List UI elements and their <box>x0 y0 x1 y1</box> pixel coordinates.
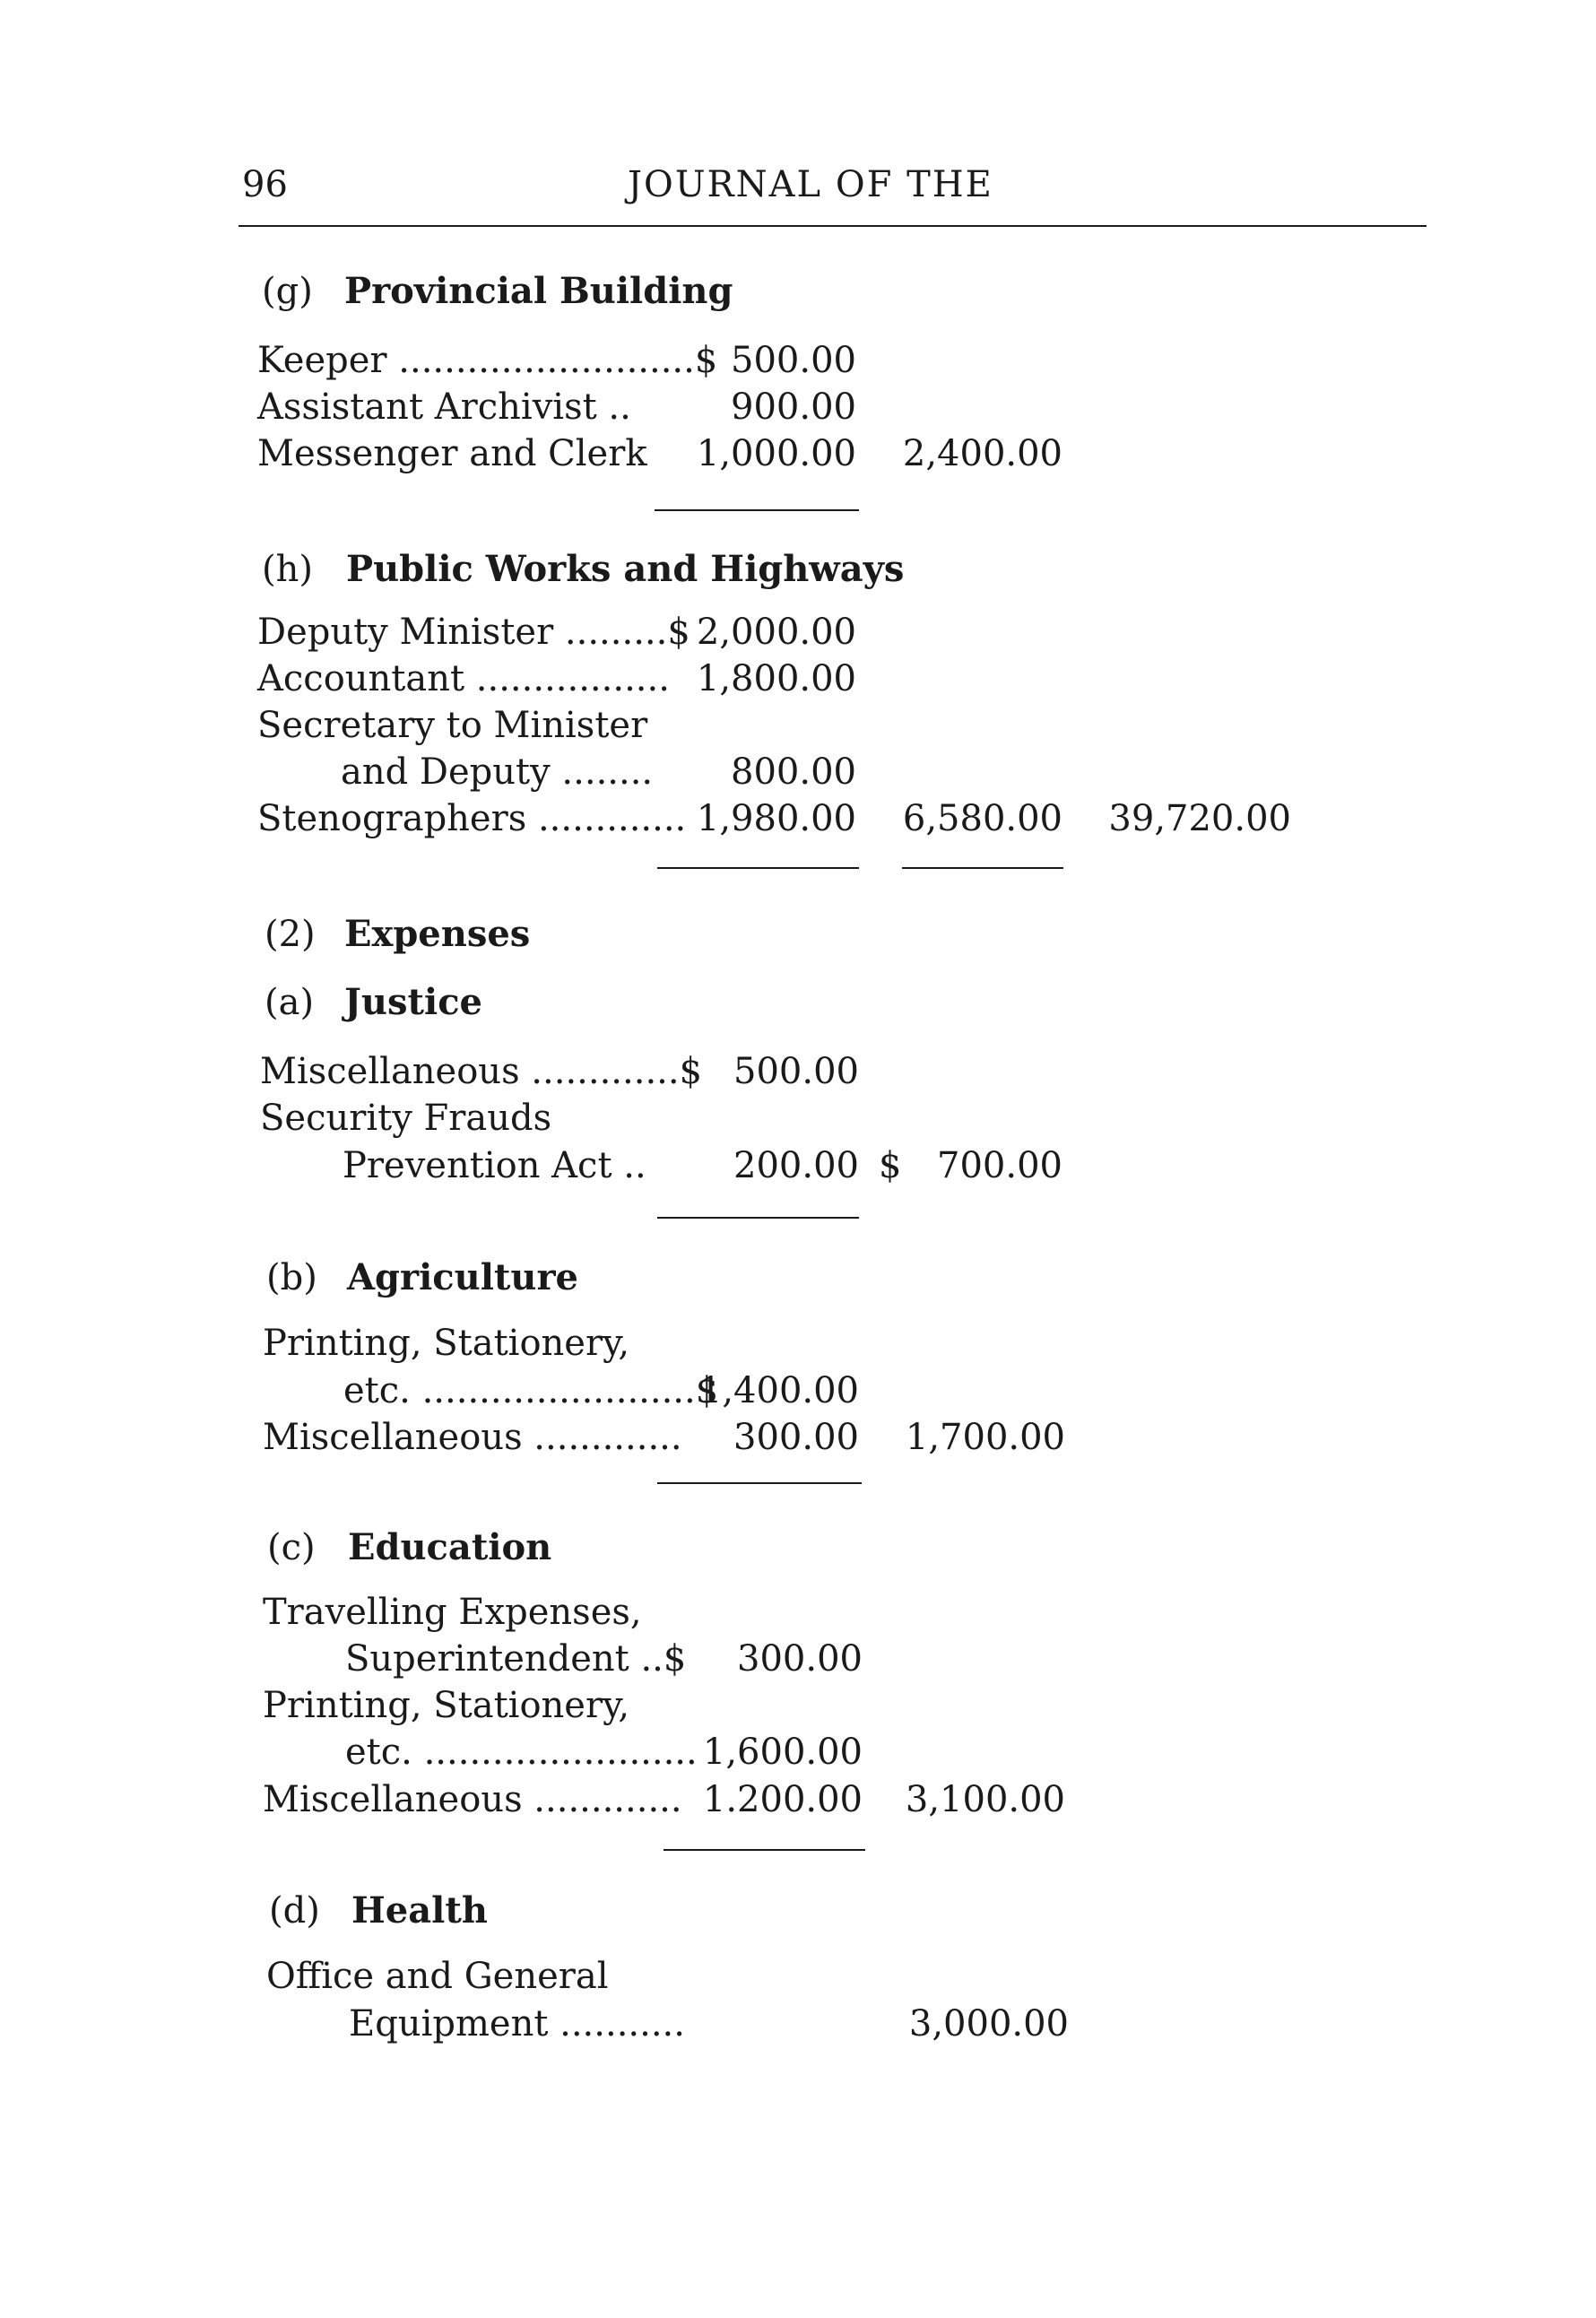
section-a-prefix: (a) <box>265 982 315 1023</box>
h-row-label: Accountant ................. <box>257 658 670 699</box>
h-row-amount: 2,000.00 <box>696 612 856 653</box>
g-subtotal: 2,400.00 <box>902 433 1063 474</box>
section-h-prefix: (h) <box>262 549 313 590</box>
c-subtotal: 3,100.00 <box>905 1779 1065 1820</box>
h-row-amount: 800.00 <box>731 751 856 793</box>
g-row-amount: 900.00 <box>731 386 856 428</box>
section-d-heading: Health <box>351 1889 488 1932</box>
h-row-label: Stenographers ............. <box>257 798 687 839</box>
g-rule <box>655 509 859 511</box>
section-g-prefix: (g) <box>262 271 313 312</box>
section-g-heading: Provincial Building <box>344 270 733 312</box>
h-row-label: Deputy Minister .........$ <box>257 612 690 653</box>
c-row-label: Superintendent ..$ <box>345 1638 687 1680</box>
section-a-heading: Justice <box>344 981 483 1023</box>
h-subtotal: 6,580.00 <box>902 798 1063 839</box>
c-row-label: Miscellaneous ............. <box>263 1779 682 1820</box>
b-row-amount: 1,400.00 <box>698 1370 859 1411</box>
page-number: 96 <box>242 164 288 205</box>
header-rule <box>239 225 1427 227</box>
g-row-label: Messenger and Clerk <box>257 433 647 474</box>
h-rule-amount <box>657 867 859 869</box>
h-rule-subtotal <box>902 867 1063 869</box>
c-row-label: Printing, Stationery, <box>263 1685 630 1726</box>
a-row-label: Miscellaneous .............$ <box>260 1051 703 1092</box>
section-c-prefix: (c) <box>267 1527 316 1568</box>
a-rule <box>657 1217 859 1219</box>
c-rule <box>664 1849 865 1851</box>
section-d-prefix: (d) <box>269 1890 320 1932</box>
section-h-heading: Public Works and Highways <box>346 548 905 590</box>
d-row-label: Office and General <box>266 1956 609 1997</box>
section-b-prefix: (b) <box>266 1257 317 1298</box>
c-row-label: Travelling Expenses, <box>263 1592 642 1633</box>
a-row-label: Security Frauds <box>260 1098 552 1139</box>
section-expenses-prefix: (2) <box>265 914 316 955</box>
c-row-amount: 1.200.00 <box>702 1779 863 1820</box>
section-c-heading: Education <box>348 1526 552 1568</box>
b-row-amount: 300.00 <box>733 1417 859 1458</box>
running-title: JOURNAL OF THE <box>628 164 993 205</box>
b-row-label: etc. ........................$ <box>343 1370 719 1411</box>
a-row-label: Prevention Act .. <box>343 1145 646 1186</box>
d-row-label: Equipment ........... <box>349 2003 685 2045</box>
b-row-label: Miscellaneous ............. <box>263 1417 682 1458</box>
a-dollar-sign: $ <box>879 1145 902 1186</box>
c-row-amount: 1,600.00 <box>702 1732 863 1773</box>
g-row-label: Keeper ..........................$ <box>257 340 718 381</box>
a-subtotal: 700.00 <box>937 1145 1063 1186</box>
h-row-label: and Deputy ........ <box>341 751 654 793</box>
h-row-amount: 1,800.00 <box>696 658 856 699</box>
c-row-amount: 300.00 <box>737 1638 863 1680</box>
b-row-label: Printing, Stationery, <box>263 1323 630 1364</box>
h-row-label: Secretary to Minister <box>257 705 648 746</box>
a-row-amount: 200.00 <box>733 1145 859 1186</box>
g-row-amount: 1,000.00 <box>696 433 856 474</box>
g-row-label: Assistant Archivist .. <box>257 386 631 428</box>
h-total: 39,720.00 <box>1108 798 1291 839</box>
c-row-label: etc. ........................ <box>345 1732 698 1773</box>
h-row-amount: 1,980.00 <box>696 798 856 839</box>
b-rule <box>657 1482 862 1484</box>
g-row-amount: 500.00 <box>731 340 856 381</box>
d-subtotal: 3,000.00 <box>908 2003 1069 2045</box>
section-b-heading: Agriculture <box>347 1256 578 1298</box>
b-subtotal: 1,700.00 <box>905 1417 1065 1458</box>
a-row-amount: 500.00 <box>733 1051 859 1092</box>
section-expenses-heading: Expenses <box>344 913 531 955</box>
